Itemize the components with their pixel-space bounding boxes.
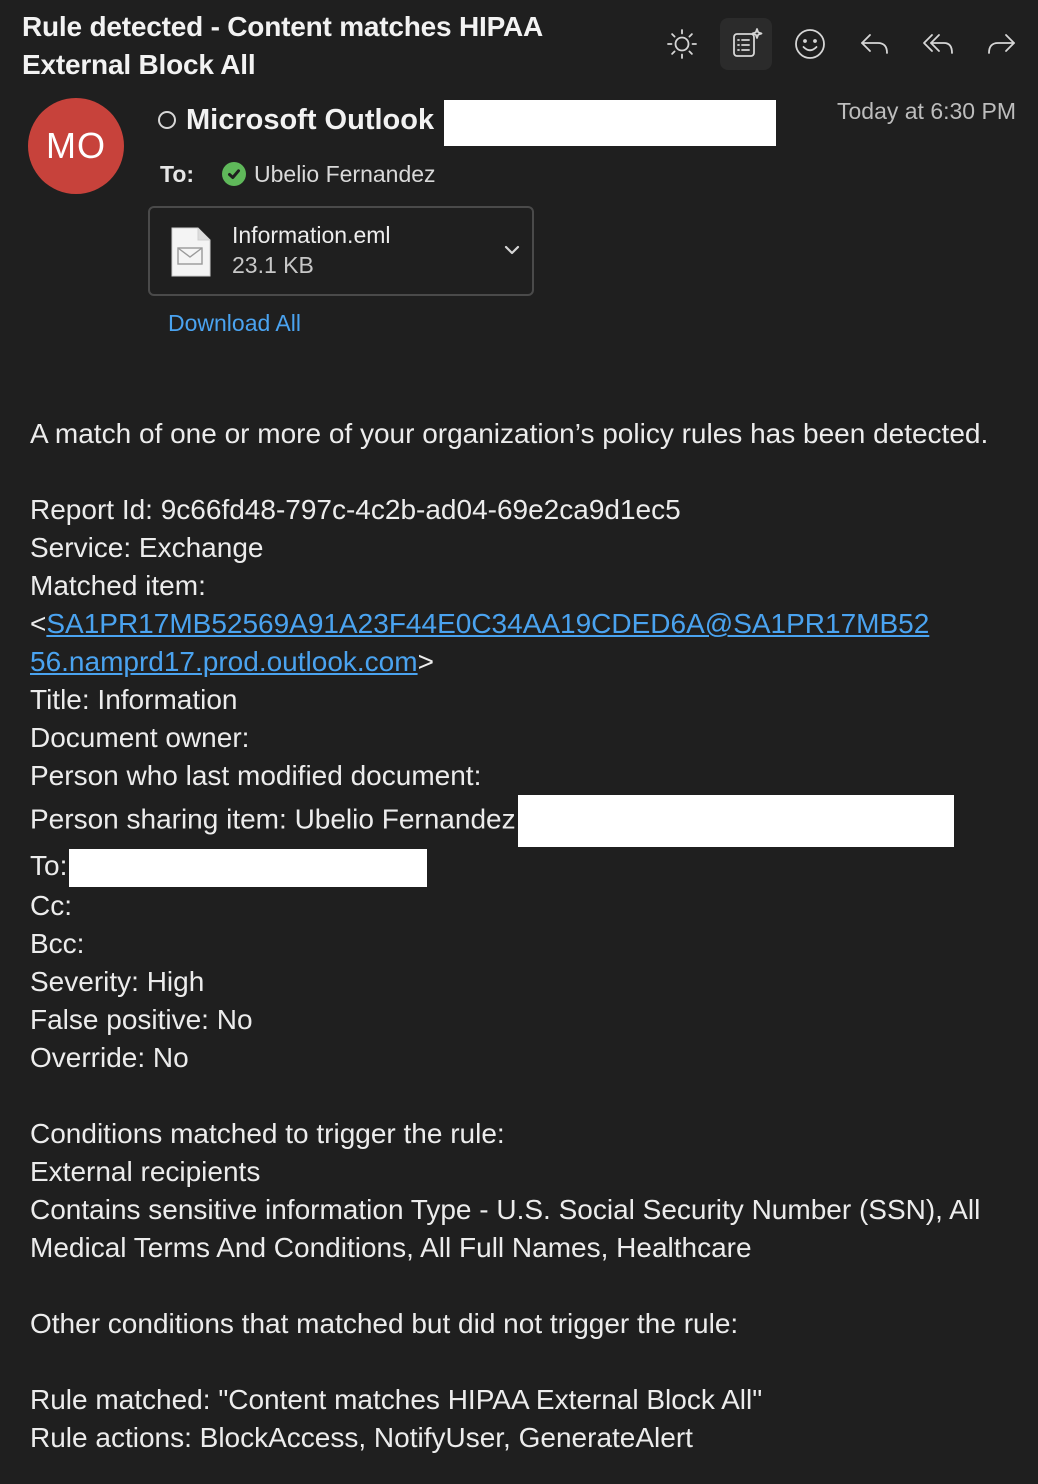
brightness-icon [664,26,700,62]
brightness-button[interactable] [656,18,708,70]
redacted-sender-address [444,100,776,146]
reply-button[interactable] [848,18,900,70]
false-positive: False positive: No [30,1003,253,1035]
override: Override: No [30,1041,189,1073]
bcc-field: Bcc: [30,927,85,959]
verified-check-icon [222,162,246,186]
attachment-size: 23.1 KB [232,252,314,278]
matched-item-link[interactable]: SA1PR17MB52569A91A23F44E0C34AA19CDED6A@SA1PR17MB52 [46,608,930,639]
forward-button[interactable] [976,18,1028,70]
rule-actions: Rule actions: BlockAccess, NotifyUser, GenerateAlert [30,1421,693,1453]
conditions-heading: Conditions matched to trigger the rule: [30,1117,505,1149]
emoji-icon [792,26,828,62]
document-owner: Document owner: [30,722,250,753]
recipient-name[interactable]: Ubelio Fernandez [254,160,436,187]
severity: Severity: High [30,965,205,997]
last-modified-by: Person who last modified document: [30,760,482,791]
to-label: To: [160,160,195,187]
service: Service: Exchange [30,532,264,563]
sender-row [158,98,434,142]
email-subject: Rule detected - Content matches HIPAA External Block All [22,11,543,80]
sender-avatar: MO [28,98,124,194]
redacted-sharer-address [518,795,954,847]
email-body [30,415,1000,1457]
matched-item-line-1: <SA1PR17MB52569A91A23F44E0C34AA19CDED6A@SA1PR17MB52 [30,608,930,639]
matched-item-line-2: 56.namprd17.prod.outlook.com> [30,646,434,677]
forward-icon [984,26,1020,62]
document-title: Title: Information [30,684,238,715]
summarize-button[interactable] [720,18,772,70]
cc-field: Cc: [30,889,72,921]
message-toolbar [644,18,1028,70]
to-field: To: [30,847,1000,887]
email-timestamp: Today at 6:30 PM [837,98,1016,124]
intro-text: A match of one or more of your organization’s policy rules has been detected. [30,418,989,449]
download-all-link[interactable]: Download All [168,310,301,336]
attachment-name: Information.eml [232,222,391,248]
rule-matched: Rule matched: "Content matches HIPAA External Block All" [30,1383,763,1415]
report-id: Report Id: 9c66fd48-797c-4c2b-ad04-69e2ca9d1ec5 [30,494,681,525]
email-file-icon [168,224,214,280]
attachment-card[interactable] [148,206,534,296]
sharing-person: Person sharing item: Ubelio Fernandez [30,795,1000,847]
recipient-row [160,156,436,192]
reply-all-icon [920,26,956,62]
condition-sensitive-info: Contains sensitive information Type - U.S. Social Security Number (SSN), All Medical Terms And Conditions, All Full Names, Healthcare [30,1193,981,1263]
chevron-down-icon[interactable] [502,240,522,260]
redacted-to-address [69,849,427,887]
reply-icon [856,26,892,62]
unread-status-icon[interactable] [158,111,176,129]
reply-all-button[interactable] [912,18,964,70]
condition-external-recipients: External recipients [30,1155,261,1187]
other-conditions: Other conditions that matched but did not trigger the rule: [30,1307,739,1339]
matched-item-link-continued[interactable]: 56.namprd17.prod.outlook.com [30,646,418,677]
sender-name[interactable]: Microsoft Outlook [186,103,435,136]
summarize-icon [728,26,764,62]
emoji-reaction-button[interactable] [784,18,836,70]
matched-item-label: Matched item: [30,570,206,601]
